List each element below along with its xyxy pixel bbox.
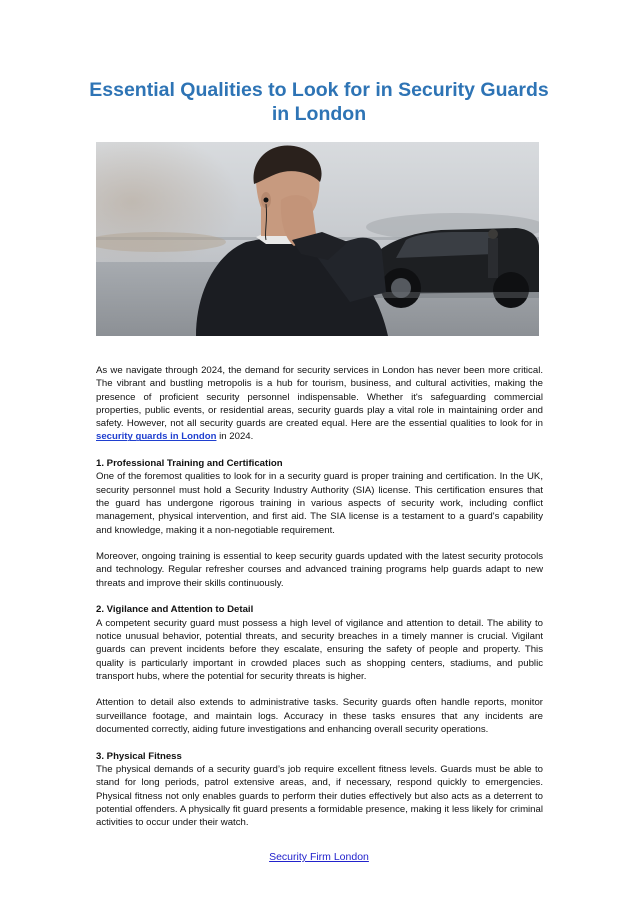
section-heading: 1. Professional Training and Certification <box>96 458 283 470</box>
footer-link[interactable]: Security Firm London <box>269 851 369 863</box>
security-guards-london-link[interactable]: security guards in London <box>96 431 217 443</box>
page-title: Essential Qualities to Look for in Security Guards in London <box>89 79 549 125</box>
section-paragraph: The physical demands of a security guard’s job require excellent fitness levels. Guards must be able to stand for long periods, patrol extensive areas, and, if necessary, respond quickly to emergencies. Physical fitness not only enables guards to perform their duties effectively but also acts as a deterrent to potential offenders. A physically fit guard presents a formidable presence, making it less likely for criminal activities to occur under their watch. <box>96 763 543 829</box>
footer <box>0 851 638 863</box>
intro-paragraph: As we navigate through 2024, the demand for security services in London has never been more critical. The vibrant and bustling metropolis is a hub for tourism, business, and cultural activities, making the presence of proficient security personnel indispensable. Whether it's safeguarding commercial properties, public events, or residential areas, security guards play a vital role in maintaining order and safety. However, not all security guards are created equal. Here are the essential qualities to look for in security guards in London in 2024. <box>96 365 543 443</box>
section-heading: 3. Physical Fitness <box>96 750 182 762</box>
section-paragraph: One of the foremost qualities to look for in a security guard is proper training and certification. In the UK, security personnel must hold a Security Industry Authority (SIA) license. This certification ensures that the guard has undergone rigorous training in various aspects of security work, including conflict management, physical intervention, and first aid. The SIA license is a testament to a guard's capability and knowledge, making it a non-negotiable requirement. <box>96 471 543 536</box>
section-paragraph: Attention to detail also extends to administrative tasks. Security guards often handle reports, monitor surveillance footage, and maintain logs. Accuracy in these tasks ensures that any incidents are documented correctly, aiding future investigations and enhancing overall security operations. <box>96 697 543 736</box>
section-paragraph: Moreover, ongoing training is essential to keep security guards updated with the latest security protocols and technology. Regular refresher courses and advanced training programs help guards adapt to new threats and improve their skills continuously. <box>96 551 543 589</box>
security-guard-photo-icon <box>96 142 539 336</box>
article-body <box>96 364 543 829</box>
section-paragraph: A competent security guard must possess a high level of vigilance and attention to detail. The ability to notice unusual behavior, potential threats, and security breaches in a timely manner is crucial. Vigilant guards can prevent incidents before they escalate, ensuring the safety of people and property. This quality is particularly important in crowded places such as shopping centers, stadiums, and public transport hubs, where the potential for security threats is higher. <box>96 617 543 682</box>
section-heading: 2. Vigilance and Attention to Detail <box>96 604 254 616</box>
